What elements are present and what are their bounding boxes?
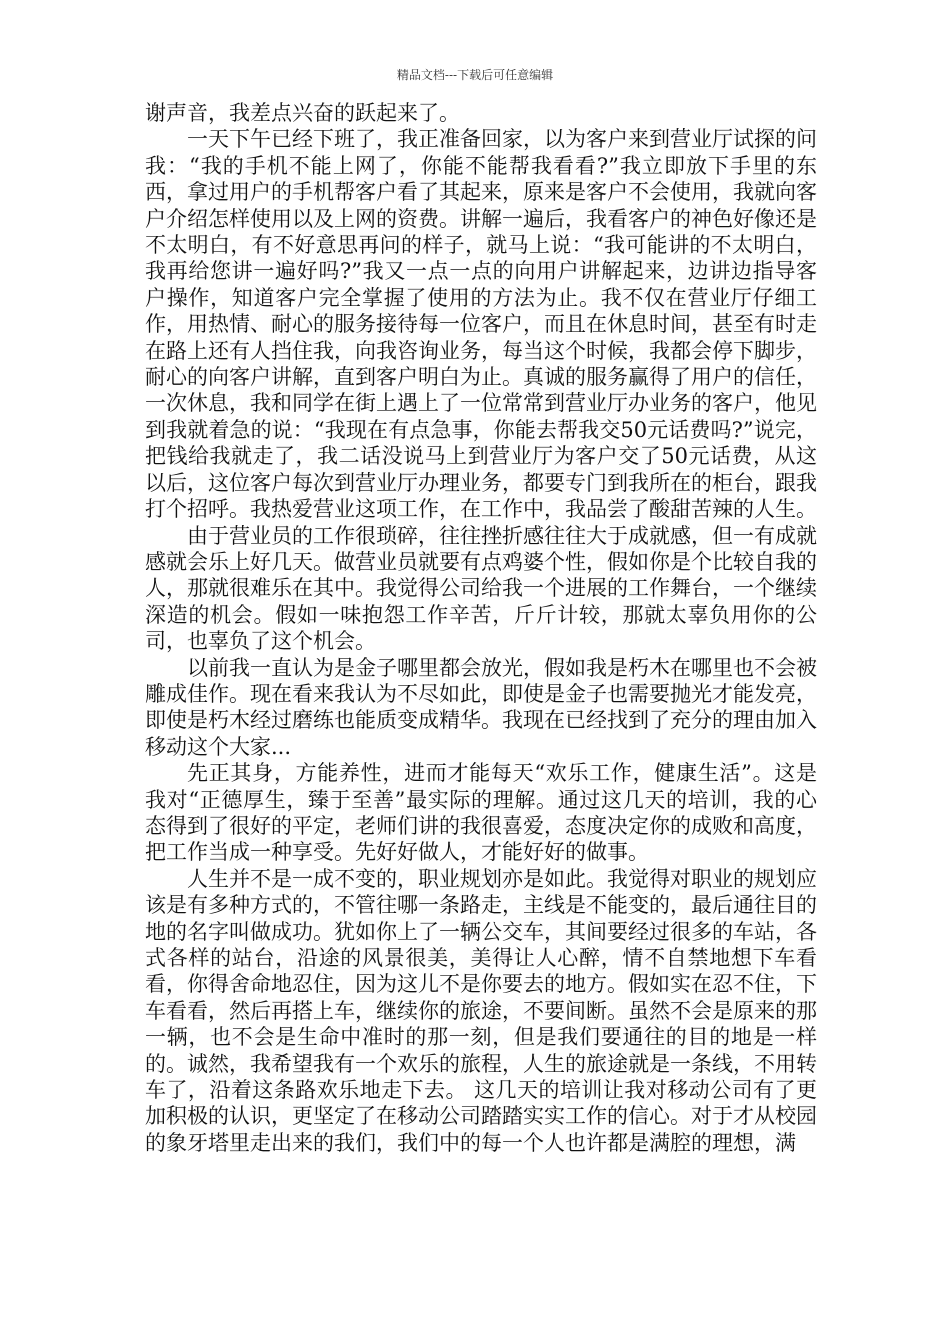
paragraph-6: 人生并不是一成不变的，职业规划亦是如此。我觉得对职业的规划应该是有多种方式的，不管往哪一条路走，主线是不能变的，最后通往目的地的名字叫做成功。犹如你上了一辆公交车，其间要经过很多的车站，各式各样的站台，沿途的风景很美，美得让人心醉，情不自禁地想下车看看，你得舍命地忍住，因为这儿不是你要去的地方。假如实在忍不住，下车看看，然后再搭上车，继续你的旅途，不要间断。虽然不会是原来的那一辆，也不会是生命中准时的那一刻，但是我们要通往的目的地是一样的。诚然，我希望我有一个欢乐的旅程，人生的旅途就是一条线，不用转车了，沿着这条路欢乐地走下去。 这几天的培训让我对移动公司有了更加积极的认识，更坚定了在移动公司踏踏实实工作的信心。对于才从校园的象牙塔里走出来的我们，我们中的每一个人也许都是满腔的理想，满 xyxy=(145,866,817,1155)
paragraph-4: 以前我一直认为是金子哪里都会放光，假如我是朽木在哪里也不会被雕成佳作。现在看来我认为不尽如此，即使是金子也需要抛光才能发亮，即使是朽木经过磨练也能质变成精华。我现在已经找到了充分的理由加入移动这个大家... xyxy=(145,655,817,759)
paragraph-3: 由于营业员的工作很琐碎，往往挫折感往往大于成就感，但一有成就感就会乐上好几天。做营业员就要有点鸡婆个性，假如你是个比较自我的人，那就很难乐在其中。我觉得公司给我一个进展的工作舞台，一个继续深造的机会。假如一味抱怨工作辛苦，斤斤计较，那就太辜负用你的公司，也辜负了这个机会。 xyxy=(145,523,817,654)
document-body xyxy=(145,100,817,1156)
paragraph-5: 先正其身，方能养性，进而才能每天“欢乐工作，健康生活”。这是我对“正德厚生，臻于至善”最实际的理解。通过这几天的培训，我的心态得到了很好的平定，老师们讲的我很喜爱，态度决定你的成败和高度，把工作当成一种享受。先好好做人，才能好好的做事。 xyxy=(145,761,817,865)
page-header: 精品文档---下载后可任意编辑 xyxy=(396,68,554,82)
paragraph-1: 谢声音，我差点兴奋的跃起来了。 xyxy=(145,101,460,125)
paragraph-2: 一天下午已经下班了，我正准备回家，以为客户来到营业厅试探的问我：“我的手机不能上网了，你能不能帮我看看?”我立即放下手里的东西，拿过用户的手机帮客户看了其起来，原来是客户不会使用，我就向客户介绍怎样使用以及上网的资费。讲解一遍后，我看客户的神色好像还是不太明白，有不好意思再问的样子，就马上说：“我可能讲的不太明白，我再给您讲一遍好吗?”我又一点一点的向用户讲解起来，边讲边指导客户操作，知道客户完全掌握了使用的方法为止。我不仅在营业厅仔细工作，用热情、耐心的服务接待每一位客户，而且在休息时间，甚至有时走在路上还有人挡住我，向我咨询业务，每当这个时候，我都会停下脚步，耐心的向客户讲解，直到客户明白为止。真诚的服务赢得了用户的信任，一次休息，我和同学在街上遇上了一位常常到营业厅办业务的客户，他见到我就着急的说：“我现在有点急事，你能去帮我交50元话费吗?”说完，把钱给我就走了，我二话没说马上到营业厅为客户交了50元话费，从这以后，这位客户每次到营业厅办理业务，都要专门到我所在的柜台，跟我打个招呼。我热爱营业这项工作，在工作中，我品尝了酸甜苦辣的人生。 xyxy=(145,127,817,522)
